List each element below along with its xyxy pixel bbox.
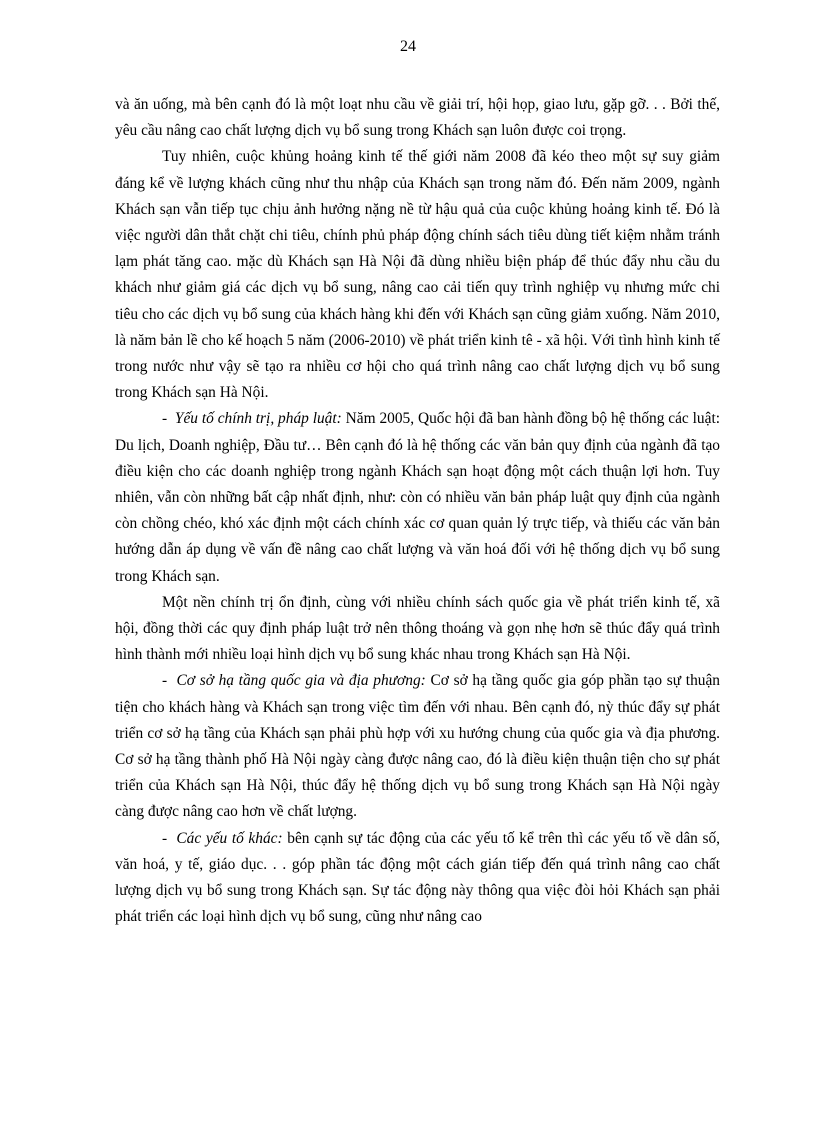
paragraph-stable-politics: Một nền chính trị ổn định, cùng với nhiều chính sách quốc gia về phát triển kinh tế, xã hội, đồng thời các quy định pháp luật trở nên thông thoáng và gọn nhẹ hơn sẽ thúc đẩy quá trình hình thành mới nhiều loại hình dịch vụ bổ sung khác nhau trong Khách sạn Hà Nội. — [115, 593, 720, 664]
section-lead-infrastructure: Cơ sở hạ tầng quốc gia và địa phương: — [176, 672, 426, 690]
paragraph-infrastructure — [115, 668, 720, 825]
paragraph-economic-crisis: Tuy nhiên, cuộc khủng hoảng kinh tế thế giới năm 2008 đã kéo theo một sự suy giảm đáng kể về lượng khách cũng như thu nhập của Khách sạn trong năm đó. Đến năm 2009, ngành Khách sạn vẫn tiếp tục chịu ảnh hưởng nặng nề từ hậu quả của cuộc khủng hoảng kinh tế. Đó là việc người dân thắt chặt chi tiêu, chính phủ pháp động chính sách tiêu dùng tiết kiệm nhằm tránh lạm phát tăng cao. mặc dù Khách sạn Hà Nội đã dùng nhiều biện pháp để thúc đẩy nhu cầu du khách như giảm giá các dịch vụ bổ sung, nâng cao cải tiến quy trình nghiệp vụ nhưng mức chi tiêu cho các dịch vụ bổ sung của khách hàng khi đến với Khách sạn cũng giảm xuống. Năm 2010, là năm bản lề cho kế hoạch 5 năm (2006-2010) về phát triển kinh tê - xã hội. Với tình hình kinh tế trong nước như vậy sẽ tạo ra nhiều cơ hội cho quá trình nâng cao chất lượng dịch vụ bổ sung trong Khách sạn Hà Nội. — [115, 148, 720, 402]
section-lead-other-factors: Các yếu tố khác: — [176, 829, 283, 847]
list-dash: - — [162, 410, 168, 428]
paragraph-other-factors — [115, 826, 720, 931]
section-body-infrastructure: Cơ sở hạ tầng quốc gia góp phần tạo sự thuận tiện cho khách hàng và Khách sạn trong việc tìm đến với nhau. Bên cạnh đó, nỳ thúc đẩy sự phát triển cơ sở hạ tầng của Khách sạn phải phù hợp với xu hướng chung của quốc gia và địa phương. Cơ sở hạ tầng thành phố Hà Nội ngày càng được nâng cao, đó là điều kiện thuận tiện cho sự phát triển của Khách sạn Hà Nội, thúc đẩy hệ thống dịch vụ bổ sung trong Khách sạn Hà Nội ngày càng được nâng cao hơn về chất lượng. — [115, 672, 720, 821]
list-dash: - — [162, 829, 168, 847]
body-text — [115, 92, 720, 931]
paragraph-continuation: và ăn uống, mà bên cạnh đó là một loạt nhu cầu về giải trí, hội họp, giao lưu, gặp gỡ. . . Bởi thế, yêu cầu nâng cao chất lượng dịch vụ bổ sung trong Khách sạn luôn được coi trọng. — [115, 96, 720, 140]
section-lead-political-legal: Yếu tố chính trị, pháp luật: — [174, 410, 342, 428]
section-body-political-legal: Năm 2005, Quốc hội đã ban hành đồng bộ hệ thống các luật: Du lịch, Doanh nghiệp, Đầu tư… Bên cạnh đó là hệ thống các văn bản quy định của ngành đã tạo điều kiện cho các doanh nghiệp trong ngành Khách sạn hoạt động một cách thuận lợi hơn. Tuy nhiên, vẫn còn những bất cập nhất định, như: còn có nhiều văn bản pháp luật quy định của ngành còn chồng chéo, khó xác định một cách chính xác cơ quan quản lý trực tiếp, và thiếu các văn bản hướng dẫn áp dụng về vấn đề nâng cao chất lượng và văn hoá đối với hệ thống dịch vụ bổ sung trong Khách sạn. — [115, 410, 720, 585]
page-number: 24 — [400, 38, 416, 55]
list-dash: - — [162, 672, 168, 690]
paragraph-political-legal — [115, 406, 720, 589]
section-body-other-factors: bên cạnh sự tác động của các yếu tố kể trên thì các yếu tố về dân số, văn hoá, y tế, giáo dục. . . góp phần tác động một cách gián tiếp đến quá trình nâng cao chất lượng dịch vụ bổ sung trong Khách sạn. Sự tác động này thông qua việc đòi hỏi Khách sạn phải phát triển các loại hình dịch vụ bổ sung, cũng như nâng cao — [115, 829, 721, 926]
